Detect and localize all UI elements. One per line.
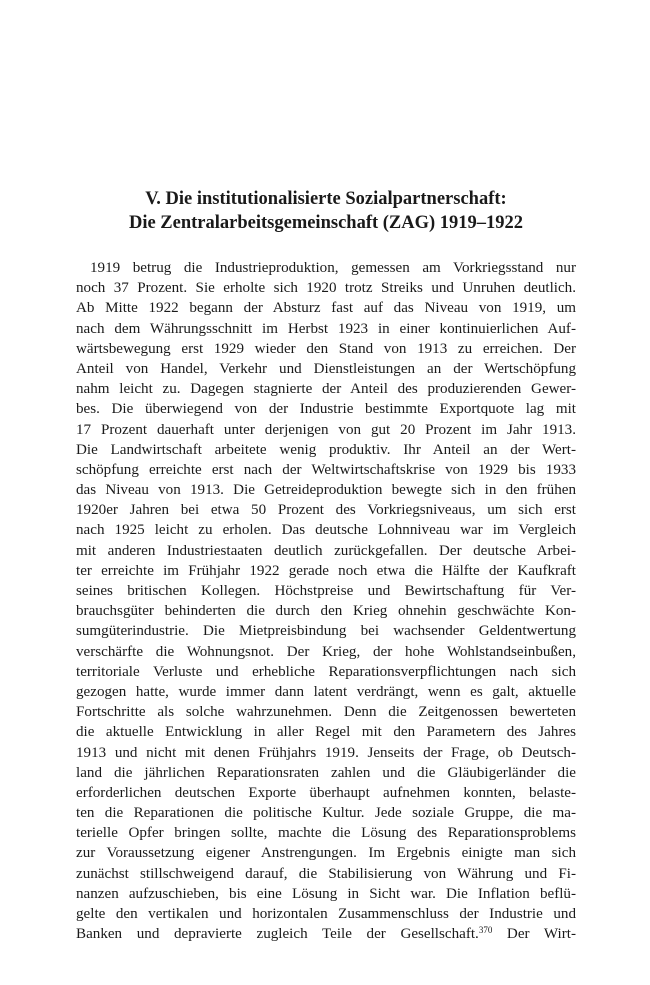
text-line: bes. Die überwiegend von der Industrie bestimmte Exportquote lag mit [76,401,576,418]
text-line: verschärfte die Wohnungsnot. Der Krieg, der hohe Wohlstandseinbußen, [76,643,576,660]
text-line: Anteil von Handel, Verkehr und Dienstleistungen an der Wertschöpfung [76,360,576,377]
text-line: Fortschritte als solche wahrzunehmen. Denn die Zeitgenossen bewerteten [76,704,576,721]
text-line: erforderlichen deutschen Exporte überhaupt aufnehmen konnten, belaste- [76,784,576,801]
text-line-content: Banken und depravierte zugleich Teile der Gesellschaft. [76,926,479,943]
text-line: schöpfung erreichte erst nach der Weltwirtschaftskrise von 1929 bis 1933 [76,461,576,478]
text-line: 17 Prozent dauerhaft unter derjenigen von gut 20 Prozent im Jahr 1913. [76,421,576,438]
text-line: nanzen aufzuschieben, bis eine Lösung in Sicht war. Die Inflation beflü- [76,885,576,902]
chapter-title-line-2: Die Zentralarbeitsgemeinschaft (ZAG) 1919–1922 [128,213,524,233]
text-line: mit anderen Industriestaaten deutlich zurückgefallen. Der deutsche Arbei- [76,542,576,559]
chapter-title [76,187,576,235]
text-line: land die jährlichen Reparationsraten zahlen und die Gläubigerländer die [76,764,576,781]
text-line: Ab Mitte 1922 begann der Absturz fast auf das Niveau von 1919, um [76,300,576,317]
text-line: zunächst stillschweigend darauf, die Stabilisierung von Währung und Fi- [76,865,576,882]
text-line: Die Landwirtschaft arbeitete wenig produktiv. Ihr Anteil an der Wert- [76,441,576,458]
text-line: gezogen hatte, wurde immer dann latent verdrängt, wenn es galt, aktuelle [76,683,576,700]
text-line: seines britischen Kollegen. Höchstpreise und Bewirtschaftung für Ver- [76,583,576,599]
text-line: 1919 betrug die Industrieproduktion, gemessen am Vorkriegsstand nur [90,260,576,276]
text-line: die aktuelle Entwicklung in aller Regel mit den Parametern des Jahres [76,724,576,741]
text-line: ten die Reparationen die politische Kultur. Jede soziale Gruppe, die ma- [76,805,576,822]
text-line: nach dem Währungsschnitt im Herbst 1923 in einer kontinuierlichen Auf- [76,320,576,337]
text-line: 1913 und nicht mit denen Frühjahrs 1919. Jenseits der Frage, ob Deutsch- [76,744,576,761]
text-line: sumgüterindustrie. Die Mietpreisbindung bei wachsender Geldentwertung [76,623,576,640]
text-line: terielle Opfer bringen sollte, machte die Lösung des Reparationsproblems [76,825,576,842]
text-line: noch 37 Prozent. Sie erholte sich 1920 trotz Streiks und Unruhen deutlich. [76,280,576,297]
text-line: nach 1925 leicht zu erholen. Das deutsche Lohnniveau war im Vergleich [76,522,576,539]
text-line: wärtsbewegung erst 1929 wieder den Stand von 1913 zu erreichen. Der [76,340,576,357]
footnote-reference: 370 [478,925,493,936]
body-paragraph [76,258,576,944]
text-line: brauchsgüter behinderten die durch den Krieg ohnehin geschwächte Kon- [76,603,576,620]
text-line: ter erreichte im Frühjahr 1922 gerade noch etwa die Hälfte der Kaufkraft [76,562,576,579]
text-line: nahm leicht zu. Dagegen stagnierte der Anteil des produzierenden Gewer- [76,381,576,398]
text-line: 1920er Jahren bei etwa 50 Prozent des Vorkriegsniveaus, um sich erst [76,502,576,519]
text-line: territoriale Verluste und erhebliche Reparationsverpflichtungen nach sich [76,663,576,680]
text-line [76,924,576,944]
text-line: gelte den vertikalen und horizontalen Zusammenschluss der Industrie und [76,906,576,922]
text-line-tail: Der Wirt- [492,926,576,943]
text-line: das Niveau von 1913. Die Getreideproduktion bewegte sich in den frühen [76,482,576,499]
chapter-title-line-1: V. Die institutionalisierte Sozialpartnerschaft: [145,189,507,209]
text-line: zur Voraussetzung eigener Anstrengungen. Im Ergebnis einigte man sich [76,845,576,862]
